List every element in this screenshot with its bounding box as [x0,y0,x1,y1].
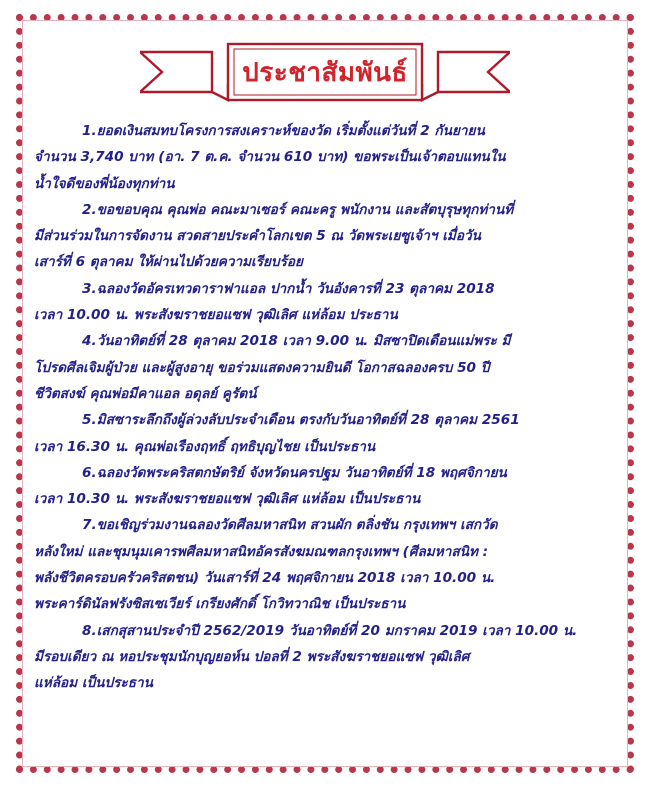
announcement-item [34,407,614,460]
announcement-line: พระคาร์ดินัลฟรังซิสเซเวียร์ เกรียงศักดิ์ โกวิทวาณิช เป็นประธาน [34,596,406,613]
announcement-item [34,512,614,617]
announcement-line: 1.ยอดเงินสมทบโครงการสงเคราะห์ของวัด เริ่มตั้งแต่วันที่ 2 กันยายน [82,123,485,139]
announcement-line: 8.เสกสุสานประจำปี 2562/2019 วันอาทิตย์ที่ 20 มกราคม 2019 เวลา 10.00 น. [82,622,578,639]
announcement-line: 4.วันอาทิตย์ที่ 28 ตุลาคม 2018 เวลา 9.00 น. มิสซาปิดเดือนแม่พระ มี [82,333,511,350]
title-banner [140,40,510,104]
announcement-item [34,118,614,197]
announcement-list [34,118,614,697]
announcement-item [34,618,614,697]
announcement-line: 5.มิสซาระลึกถึงผู้ล่วงลับประจำเดือน ตรงกับวันอาทิตย์ที่ 28 ตุลาคม 2561 [82,412,520,429]
announcement-item [34,197,614,276]
announcement-line: แห่ล้อม เป็นประธาน [34,675,153,692]
announcement-line: พลังชีวิตครอบครัวคริสตชน) วันเสาร์ที่ 24 พฤศจิกายน 2018 เวลา 10.00 น. [34,570,496,587]
announcement-item [34,276,614,329]
announcement-item [34,460,614,513]
announcement-line: เวลา 10.00 น. พระสังฆราชยอแซฟ วุฒิเลิศ แห่ล้อม ประธาน [34,307,398,324]
announcement-line: 6.ฉลองวัดพระคริสตกษัตริย์ จังหวัดนครปฐม วันอาทิตย์ที่ 18 พฤศจิกายน [82,464,507,481]
page-title: ประชาสัมพันธ์ [242,57,408,88]
announcement-line: มีส่วนร่วมในการจัดงาน สวดสายประคำโลกเขต 5 ณ วัดพระเยซูเจ้าฯ เมื่อวัน [34,228,481,245]
announcement-line: เสาร์ที่ 6 ตุลาคม ให้ผ่านไปด้วยความเรียบร้อย [34,254,304,271]
announcement-line: น้ำใจดีของพี่น้องทุกท่าน [34,175,175,192]
announcement-line: เวลา 16.30 น. คุณพ่อเรืองฤทธิ์ ฤทธิบุญไชย เป็นประธาน [34,438,376,455]
announcement-item [34,328,614,407]
announcement-line: หลังใหม่ และชุมนุมเคารพศีลมหาสนิทอัครสังฆมณฑลกรุงเทพฯ (ศีลมหาสนิท : [34,543,489,560]
announcement-line: ชีวิตสงฆ์ คุณพ่อมีคาแอล อดุลย์ คูรัตน์ [34,385,257,402]
announcement-line: 7.ขอเชิญร่วมงานฉลองวัดศีลมหาสนิท สวนผัก ตลิ่งชัน กรุงเทพฯ เสกวัด [82,517,498,534]
announcement-line: เวลา 10.30 น. พระสังฆราชยอแซฟ วุฒิเลิศ แห่ล้อม เป็นประธาน [34,491,421,508]
announcement-line: มีรอบเดียว ณ หอประชุมนักบุญยอห์น ปอลที่ 2 พระสังฆราชยอแซฟ วุฒิเลิศ [34,648,470,665]
announcement-line: จำนวน 3,740 บาท (อา. 7 ต.ค. จำนวน 610 บาท) ขอพระเป็นเจ้าตอบแทนใน [34,149,506,166]
announcement-line: 2.ขอขอบคุณ คุณพ่อ คณะมาเซอร์ คณะครู พนักงาน และสัตบุรุษทุกท่านที่ [82,201,514,218]
announcement-line: โปรดศีลเจิมผู้ป่วย และผู้สูงอายุ ขอร่วมแสดงความยินดี โอกาสฉลองครบ 50 ปี [34,359,490,376]
announcement-line: 3.ฉลองวัดอัครเทวดาราฟาแอล ปากน้ำ วันอังคารที่ 23 ตุลาคม 2018 [82,280,495,297]
